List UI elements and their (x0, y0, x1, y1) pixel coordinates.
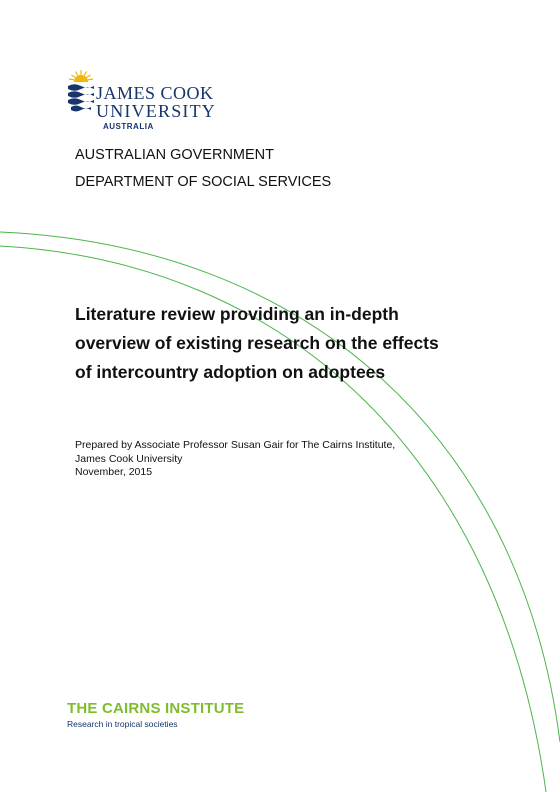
title-line-2: overview of existing research on the effects (75, 333, 439, 353)
logo-line-2: UNIVERSITY (96, 101, 216, 121)
cairns-institute-tagline: Research in tropical societies (67, 719, 178, 729)
prepared-line-3: November, 2015 (75, 466, 153, 478)
logo-line-1: JAMES COOK (96, 83, 214, 103)
jcu-sun-and-waves-icon (66, 68, 96, 122)
title-line-1: Literature review providing an in-depth (75, 304, 399, 324)
prepared-line-2: James Cook University (75, 452, 183, 465)
cairns-institute-name: THE CAIRNS INSTITUTE (67, 700, 245, 717)
document-title (75, 300, 455, 387)
agency-line-2: DEPARTMENT OF SOCIAL SERVICES (75, 174, 332, 190)
agency-line-1: AUSTRALIAN GOVERNMENT (75, 147, 274, 163)
logo-country: AUSTRALIA (103, 122, 154, 131)
prepared-by-block (75, 439, 395, 480)
jcu-logo (66, 68, 216, 130)
prepared-line-1: Prepared by Associate Professor Susan Gair for The Cairns Institute, (75, 439, 396, 451)
title-line-3: of intercountry adoption on adoptees (75, 362, 386, 382)
